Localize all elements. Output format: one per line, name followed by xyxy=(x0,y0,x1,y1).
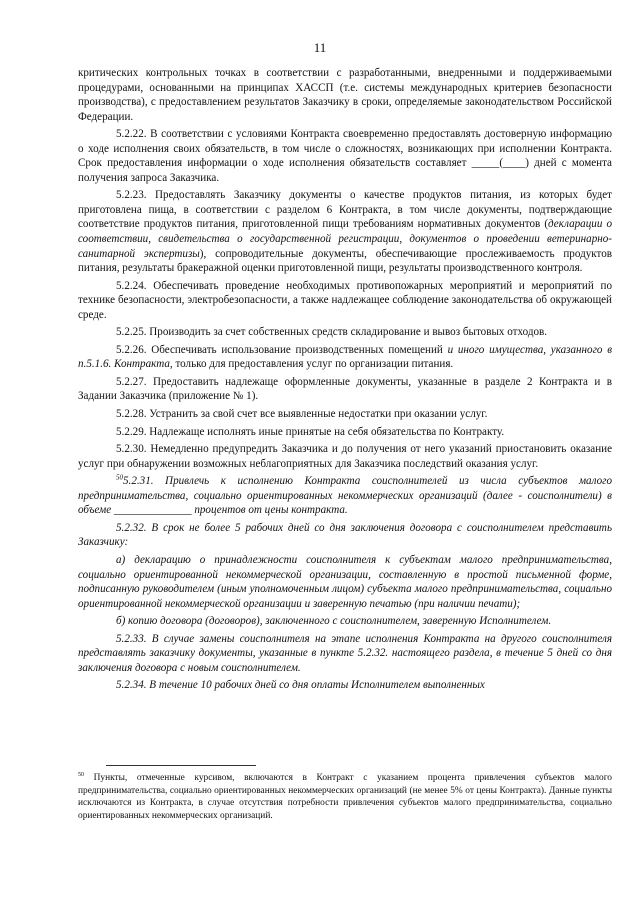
clause-5-2-26 xyxy=(78,343,612,372)
clause-5-2-34: 5.2.34. В течение 10 рабочих дней со дня оплаты Исполнителем выполненных xyxy=(116,679,485,692)
footnote-mark: 50 xyxy=(78,771,84,778)
paragraph-continuation: критических контрольных точках в соответствии с разработанными, внедренными и поддерживаемыми процедурами, основанными на принципах ХАССП (т.е. системы международных критериев безопасности производства), с предоставлением результатов Заказчику в сроки, определяемые законодательством Российской Федерации. xyxy=(78,67,612,123)
clause-5-2-23 xyxy=(78,188,612,275)
clause-5-2-22: 5.2.22. В соответствии с условиями Контракта своевременно предоставлять достоверную информацию о ходе исполнения своих обязательств, в том числе о сложностях, возникающих при исполнении Контракта. Срок предоставления информации о ходе исполнения обязательств составляет _____(____) дней с момента получения запроса Заказчика. xyxy=(78,128,612,184)
clause-5-2-25: 5.2.25. Производить за счет собственных средств складирование и вывоз бытовых отходов. xyxy=(116,326,548,339)
clause-5-2-29: 5.2.29. Надлежаще исполнять иные принятые на себя обязательства по Контракту. xyxy=(116,425,505,438)
clause-5-2-27: 5.2.27. Предоставить надлежаще оформленные документы, указанные в разделе 2 Контракта и в Задании Заказчика (приложение № 1). xyxy=(78,375,612,403)
clause-5-2-26-italic: и иного имущества, указанного в п.5.1.6. Контракта, xyxy=(78,343,613,371)
clause-5-2-31-text: 5.2.31. Привлечь к исполнению Контракта соисполнителей из числа субъектов малого предпринимательства, социально ориентированных некоммерческих организаций (далее - соисполнители) в объеме ______________ процентов от цены контракта. xyxy=(78,475,612,517)
clause-5-2-23-text-a: 5.2.23. Предоставлять Заказчику документы о качестве продуктов питания, из которых будет приготовлена пища, в соответствии с разделом 6 Контракта, в том числе документы, подтверждающие соответствие продуктов питания, приготовленной пищи требованиям нормативных документов ( xyxy=(78,189,612,231)
clause-5-2-32-a: а) декларацию о принадлежности соисполнителя к субъектам малого предпринимательства, социально ориентированной некоммерческой организации, составленную в простой письменной форме, подписанную руководителем (иным уполномоченным лицом) субъекта малого предпринимательства, социально ориентированной некоммерческой организации и заверенную печатью (при наличии печати); xyxy=(78,553,612,610)
footnote-divider xyxy=(106,765,256,766)
page-number: 11 xyxy=(313,40,327,55)
clause-5-2-28: 5.2.28. Устранить за свой счет все выявленные недостатки при оказании услуг. xyxy=(116,408,488,421)
footnote xyxy=(78,772,612,822)
clause-5-2-31 xyxy=(78,474,612,518)
clause-5-2-23-text-b: ), сопроводительные документы, обеспечивающие прослеживаемость продуктов питания, результаты бракеражной оценки приготовленной пищи, результаты производственного контроля. xyxy=(78,247,612,275)
clause-5-2-32: 5.2.32. В срок не более 5 рабочих дней со дня заключения договора с соисполнителем представить Заказчику: xyxy=(78,521,612,549)
footnote-text: Пункты, отмеченные курсивом, включаются в Контракт с указанием процента привлечения субъектов малого предпринимательства, социально ориентированных некоммерческих организаций (не менее 5% от цены Контракта). Данные пункты исключаются из Контракта, в случае отсутствия потребности привлечения субъектов малого предпринимательства, социально ориентированных некоммерческих организаций. xyxy=(78,773,612,821)
footnote-reference[interactable]: 50 xyxy=(116,473,123,482)
clause-5-2-26-text-a: 5.2.26. Обеспечивать использование производственных помещений xyxy=(116,343,448,356)
clause-5-2-24: 5.2.24. Обеспечивать проведение необходимых противопожарных мероприятий и мероприятий по технике безопасности, электробезопасности, а также надлежащее соблюдение законодательства об окружающей среде. xyxy=(78,279,612,321)
document-body xyxy=(78,66,612,696)
clause-5-2-26-text-b: только для предоставления услуг по организации питания. xyxy=(172,358,454,371)
clause-5-2-30: 5.2.30. Немедленно предупредить Заказчика и до получения от него указаний приостановить оказание услуг при обнаружении возможных неблагоприятных для Заказчика последствий оказания услуг. xyxy=(78,443,612,470)
clause-5-2-33: 5.2.33. В случае замены соисполнителя на этапе исполнения Контракта на другого соисполнителя представлять заказчику документы, указанные в пункте 5.2.32. настоящего раздела, в течение 5 дней со дня заключения договора с новым соисполнителем. xyxy=(78,632,612,674)
clause-5-2-32-b: б) копию договора (договоров), заключенного с соисполнителем, заверенную Исполнителем. xyxy=(116,615,552,628)
clause-5-2-23-italic: декларации о соответствии, свидетельства о государственной регистрации, документов о проведении ветеринарно-санитарной экспертизы xyxy=(78,218,612,260)
